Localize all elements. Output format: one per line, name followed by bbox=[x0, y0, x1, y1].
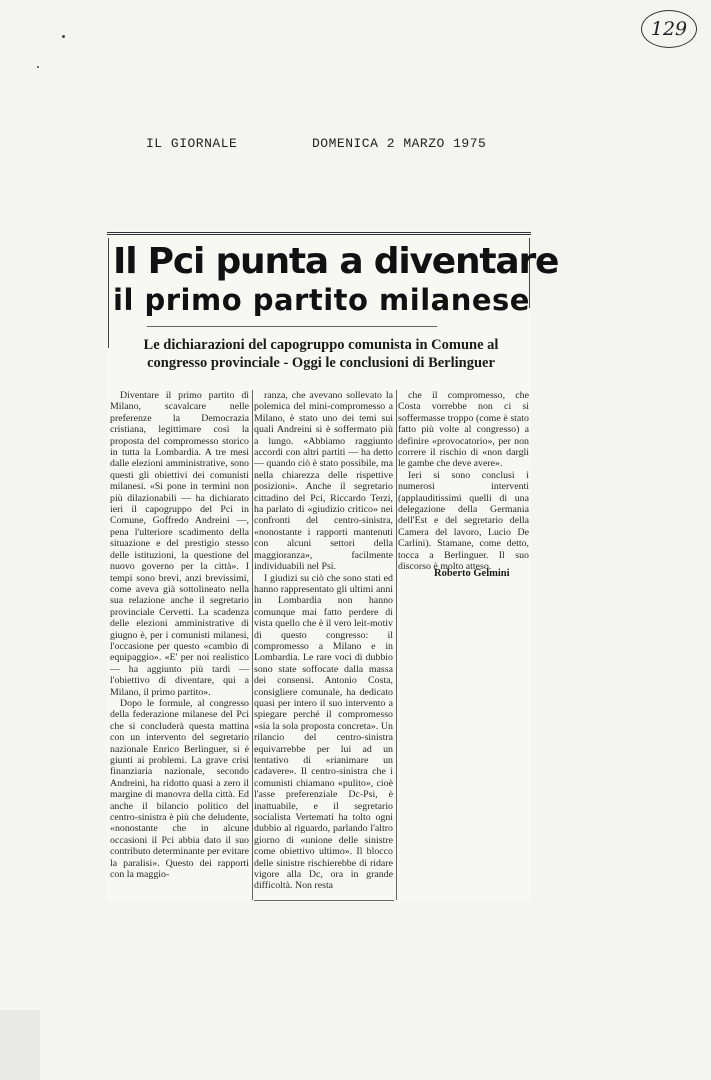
paragraph: ranza, che avevano sollevato la polemica del mini-compromesso a Milano, è stato uno dei temi sui quali Andreini si è soffermato più a lungo. «Abbiamo raggiunto accordi con altri partiti — ha detto — quando ciò è stato possibile, ma nella chiarezza delle rispettive posizioni». Anche il segretario cittadino del Pci, Riccardo Terzi, ha parlato di «giudizio critico» nei confronti del centro-sinistra, «nonostante i rapporti mantenuti con alcuni settori della maggioranza», facilmente individuabili nel Psi. bbox=[254, 390, 393, 573]
headline bbox=[113, 241, 559, 317]
subheadline bbox=[121, 336, 521, 372]
top-rule bbox=[107, 232, 531, 235]
paragraph: Ieri si sono conclusi i numerosi interventi (applauditissimi quelli di una delegazione della Germania dell'Est e del segretario della Camera del lavoro, Lucio De Carlini). Stamane, come detto, tocca a Berlinguer. Il suo discorso è molto atteso. bbox=[398, 469, 529, 573]
dust-speck bbox=[37, 66, 39, 68]
left-border bbox=[108, 238, 109, 348]
headline-separator bbox=[147, 326, 437, 327]
paragraph: che il compromesso, che Costa vorrebbe non ci si soffermasse troppo (come è stato fatto più volte al congresso) a definire «provocatorio», per non correre il rischio di «non dargli le gambe che deve avere». bbox=[398, 390, 529, 470]
headline-line-1: Il Pci punta a diventare bbox=[113, 241, 559, 282]
scan-blot bbox=[0, 1010, 40, 1080]
column-divider bbox=[252, 390, 253, 900]
newspaper-clipping bbox=[107, 230, 559, 902]
archive-number: 129 bbox=[650, 18, 688, 40]
byline: Roberto Gelmini bbox=[434, 568, 510, 579]
newspaper-name: IL GIORNALE bbox=[146, 136, 238, 151]
paragraph: I giudizi su ciò che sono stati ed hanno rappresentato gli ultimi anni in Lombardia non hanno comunque mai fatto perdere di vista quello che è il vero leit-motiv di questo congresso: il compromesso a Milano e in Lombardia. Le rare voci di dubbio sono state soffocate dalla massa dei consensi. Antonio Costa, consigliere comunale, ha dedicato quasi per intero il suo intervento a spiegare perché il compromesso «sia la sola proposta concreta». Un rilancio del centro-sinistra equivarrebbe per lui ad un tentativo di «rianimare un cadavere». Il centro-sinistra che i comunisti chiamano «pulito», cioè l'asse preferenziale Dc-Psi, è inattuabile, e il segretario socialista Vertemati ha tolto ogni dubbio al riguardo, parlando l'altro giorno di «unione delle sinistre come obiettivo ultimo». Il blocco delle sinistre rischierebbe di ridare vigore alla Dc, ora in grande difficoltà. Non resta bbox=[254, 572, 393, 892]
article-column-2 bbox=[254, 390, 393, 892]
paragraph: Diventare il primo partito di Milano, scavalcare nelle preferenze la Democrazia cristiana, legittimare così la proposta del compromesso storico in tutta la Lombardia. A tre mesi dalle elezioni amministrative, sono questi gli obiettivi dei comunisti milanesi. «Si pone in termini non più dilazionabili — ha dichiarato ieri il capogruppo del Pci in Comune, Goffredo Andreini —, pena l'ulteriore scadimento della situazione e del prestigio stesso delle istituzioni, la questione del nuovo governo per la città». I tempi sono brevi, anzi brevissimi, come aveva già sottolineato nella sua relazione anche il segretario provinciale Cervetti. La scadenza delle elezioni amministrative di giugno è, per i comunisti milanesi, l'occasione per questo «cambio di equipaggio». «E' per noi realistico — ha aggiunto più tardi — l'obiettivo di diventare, qui a Milano, il primo partito». bbox=[110, 390, 249, 698]
paragraph: Dopo le formule, al congresso della federazione milanese del Pci che si concluderà questa mattina con un intervento del segretario nazionale Enrico Berlinguer, si è giunti ai problemi. La grave crisi finanziaria nazionale, secondo Andreini, ha ridotto quasi a zero il margine di manovra della città. Ed anche il bilancio politico del centro-sinistra è più che deludente, «nonostante che in alcune occasioni il Pci abbia dato il suo contributo determinante per evitare la paralisi». Questo dei rapporti con la maggio- bbox=[110, 697, 250, 881]
article-column-3 bbox=[398, 390, 529, 573]
column-divider bbox=[396, 390, 397, 900]
dust-speck bbox=[62, 35, 65, 38]
article-column-1 bbox=[110, 390, 249, 880]
issue-date: DOMENICA 2 MARZO 1975 bbox=[312, 136, 487, 151]
headline-line-2: il primo partito milanese bbox=[113, 283, 530, 317]
subheadline-line-1: Le dichiarazioni del capogruppo comunista in Comune al bbox=[143, 337, 499, 353]
subheadline-line-2: congresso provinciale - Oggi le conclusioni di Berlinguer bbox=[147, 355, 495, 371]
archive-number-stamp bbox=[641, 10, 697, 48]
bottom-rule bbox=[254, 900, 394, 901]
